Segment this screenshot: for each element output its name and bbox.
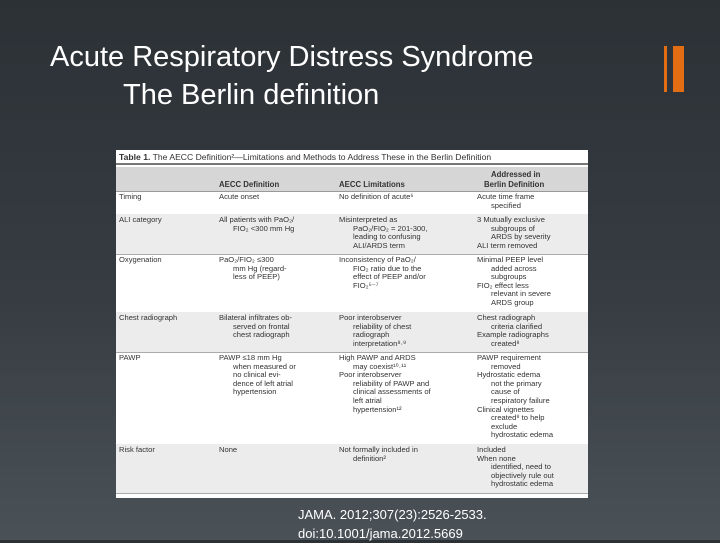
cell-line: Misinterpreted as <box>339 215 398 224</box>
cell-line: subgroups of <box>491 223 535 233</box>
cell-line: hydrostatic edema <box>491 430 554 440</box>
cell-line: No definition of acute⁶ <box>339 192 414 201</box>
cell-line: hypertension <box>233 387 277 397</box>
cell-line: PaO₂/FIO₂ ≤300 <box>219 255 274 264</box>
cell-line: hydrostatic edema <box>491 479 554 489</box>
cell-line: no clinical evi- <box>233 370 281 380</box>
cell-aecc-limitations <box>339 446 471 463</box>
cell-line: PaO₂/FIO₂ = 201-300, <box>353 223 428 233</box>
cell-line: FIO₂⁵⁻⁷ <box>353 280 379 290</box>
cell-line: criteria clarified <box>491 321 543 331</box>
cell-line: All patients with PaO₂/ <box>219 215 295 224</box>
header-aecc-definition: AECC Definition <box>219 180 280 189</box>
cell-line: ARDS by severity <box>491 232 551 242</box>
table-caption-text: The AECC Definition²—Limitations and Methods to Address These in the Berlin Definition <box>152 152 492 162</box>
cell-line: Clinical vignettes <box>477 404 534 414</box>
table-caption-label: Table 1. <box>119 152 151 162</box>
cell-line: ARDS group <box>491 297 534 307</box>
cell-line: objectively rule out <box>491 470 554 480</box>
row-label: PAWP <box>119 353 141 362</box>
table-row <box>116 444 588 494</box>
table-row <box>116 254 588 313</box>
cell-line: Example radiographs <box>477 330 549 340</box>
cell-line: Not formally included in <box>339 445 418 454</box>
title-line-1: Acute Respiratory Distress Syndrome <box>50 41 534 73</box>
title-line-2: The Berlin definition <box>123 79 380 111</box>
cell-line: dence of left atrial <box>233 378 293 388</box>
cell-line: FIO₂ <300 mm Hg <box>233 223 295 233</box>
cell-line: Acute time frame <box>477 192 535 201</box>
cell-line: Hydrostatic edema <box>477 370 541 380</box>
table-row <box>116 352 588 445</box>
cell-line: specified <box>491 200 521 210</box>
cell-line: PAWP requirement <box>477 353 542 362</box>
cell-line: hypertension¹² <box>353 404 402 414</box>
cell-aecc-definition <box>219 354 329 397</box>
cell-line: interpretation⁸·⁹ <box>353 338 407 348</box>
table-header <box>116 167 588 192</box>
table-row <box>116 214 588 255</box>
row-label: Oxygenation <box>119 255 162 264</box>
cell-line: Bilateral infiltrates ob- <box>219 313 293 322</box>
cell-aecc-definition <box>219 216 329 233</box>
accent-bar-thin <box>664 46 667 92</box>
cell-line: When none <box>477 453 516 463</box>
cell-berlin-definition <box>477 256 585 308</box>
cell-line: cause of <box>491 387 520 397</box>
cell-berlin-definition <box>477 216 585 250</box>
cell-line: Poor interobserver <box>339 313 402 322</box>
header-addressed-line2: Berlin Definition <box>484 180 545 189</box>
accent-bar-thick <box>673 46 684 92</box>
cell-aecc-limitations <box>339 216 471 250</box>
cell-line: left atrial <box>353 395 382 405</box>
citation <box>298 505 487 543</box>
cell-line: chest radiograph <box>233 330 290 340</box>
table-row <box>116 191 588 215</box>
table-caption <box>116 150 588 165</box>
cell-line: created⁸ to help <box>491 413 545 423</box>
cell-aecc-limitations <box>339 256 471 290</box>
cell-line: effect of PEEP and/or <box>353 272 426 282</box>
cell-line: Minimal PEEP level <box>477 255 544 264</box>
cell-line: not the primary <box>491 378 542 388</box>
cell-line: removed <box>491 361 521 371</box>
row-label: Timing <box>119 192 142 201</box>
table-row <box>116 312 588 353</box>
cell-line: relevant in severe <box>491 289 551 299</box>
cell-aecc-limitations <box>339 354 471 414</box>
row-label: Chest radiograph <box>119 313 178 322</box>
cell-line: reliability of chest <box>353 321 412 331</box>
cell-line: mm Hg (regard- <box>233 263 287 273</box>
cell-line: exclude <box>491 421 518 431</box>
cell-line: FIO₂ effect less <box>477 280 529 290</box>
cell-aecc-limitations <box>339 193 471 202</box>
cell-line: None <box>219 445 238 454</box>
cell-berlin-definition <box>477 354 585 440</box>
citation-doi: doi:10.1001/jama.2012.5669 <box>298 526 463 541</box>
cell-berlin-definition <box>477 314 585 348</box>
cell-line: ALI/ARDS term <box>353 240 405 250</box>
cell-line: ALI term removed <box>477 240 538 250</box>
cell-line: reliability of PAWP and <box>353 378 430 388</box>
cell-line: added across <box>491 263 537 273</box>
cell-line: Chest radiograph <box>477 313 536 322</box>
cell-line: 3 Mutually exclusive <box>477 215 545 224</box>
cell-line: Poor interobserver <box>339 370 402 380</box>
cell-line: when measured or <box>233 361 296 371</box>
header-aecc-limitations: AECC Limitations <box>339 180 405 189</box>
cell-line: leading to confusing <box>353 232 421 242</box>
cell-line: less of PEEP) <box>233 272 280 282</box>
citation-journal: JAMA. 2012;307(23):2526-2533. <box>298 507 487 522</box>
cell-aecc-definition <box>219 446 329 455</box>
cell-line: Included <box>477 445 506 454</box>
cell-aecc-limitations <box>339 314 471 348</box>
cell-line: respiratory failure <box>491 395 550 405</box>
cell-line: may coexist¹⁰·¹¹ <box>353 361 407 371</box>
cell-line: Inconsistency of PaO₂/ <box>339 255 416 264</box>
header-addressed-line1: Addressed in <box>491 170 541 179</box>
cell-line: Acute onset <box>219 192 260 201</box>
cell-line: FIO₂ ratio due to the <box>353 263 422 273</box>
row-label: ALI category <box>119 215 162 224</box>
cell-line: PAWP ≤18 mm Hg <box>219 353 282 362</box>
berlin-table-image <box>116 150 588 498</box>
cell-aecc-definition <box>219 314 329 340</box>
cell-line: clinical assessments of <box>353 387 431 397</box>
cell-aecc-definition <box>219 193 329 202</box>
cell-line: High PAWP and ARDS <box>339 353 416 362</box>
row-label: Risk factor <box>119 445 155 454</box>
cell-aecc-definition <box>219 256 329 282</box>
cell-berlin-definition <box>477 193 585 210</box>
cell-berlin-definition <box>477 446 585 489</box>
cell-line: identified, need to <box>491 462 551 472</box>
cell-line: radiograph <box>353 330 390 340</box>
cell-line: subgroups <box>491 272 527 282</box>
cell-line: created⁸ <box>491 338 520 348</box>
cell-line: served on frontal <box>233 321 290 331</box>
cell-line: definition² <box>353 453 386 463</box>
